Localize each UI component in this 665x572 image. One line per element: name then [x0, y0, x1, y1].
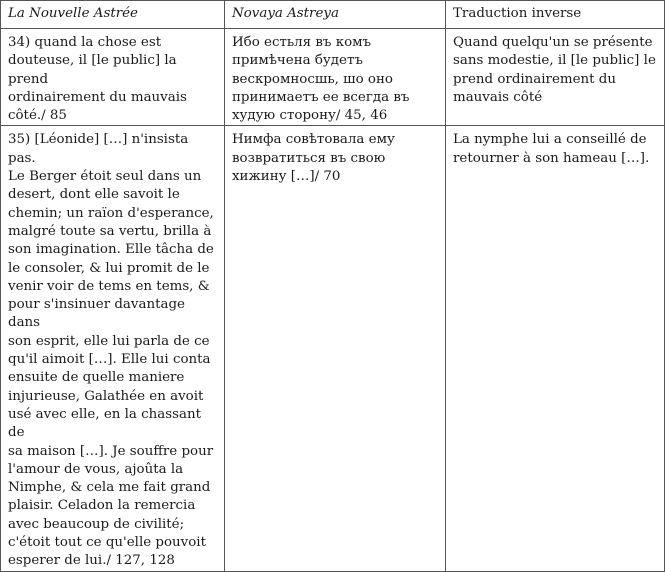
- cell-text: 35) [Léonide] […] n'insista pas. Le Berger étoit seul dans un desert, dont elle savoit le chemin; un raïon d'esperance, malgré toute sa vertu, brilla à son imagination. Elle tâcha de le consoler, & lui promit de le venir voir de tems en tems, & pour s'insinuer davantage dans son esprit, elle lui parla de ce qu'il aimoit […]. Elle lui conta ensuite de quelle maniere injurieuse, Galathée en avoit usé avec elle, en la chassant de sa maison […]. Je souffre pour l'amour de vous, ajoûta la Nimphe, & cela me fait grand plaisir. Celadon la remercia avec beaucoup de civilité; c'étoit tout ce qu'elle pouvoit esperer de lui./ 127, 128: [8, 132, 214, 569]
- header-row: [1, 1, 665, 29]
- cell-russian: [225, 29, 446, 126]
- cell-text: Нимфа совѣтовала ему возвратиться въ свою хижину […]/ 70: [232, 132, 395, 185]
- cell-inverse: [446, 29, 665, 126]
- cell-french: [1, 126, 225, 571]
- header-russian: Novaya Astreya: [225, 1, 446, 29]
- cell-text: La nymphe lui a conseillé de retourner à son hameau […].: [453, 132, 650, 166]
- cell-french: [1, 29, 225, 126]
- table-row: [1, 29, 665, 126]
- cell-text: 34) quand la chose est douteuse, il [le public] la prend ordinairement du mauvais côté./ 85: [8, 35, 187, 124]
- cell-text: Quand quelqu'un se présente sans modestie, il [le public] le prend ordinairement du mauvais côté: [453, 35, 656, 105]
- header-french: La Nouvelle Astrée: [1, 1, 225, 29]
- table-row: [1, 126, 665, 571]
- cell-russian: [225, 126, 446, 571]
- header-inverse: Traduction inverse: [446, 1, 665, 29]
- cell-text: Ибо естьля въ комъ примѣчена будетъ вескромносшь, шо оно принимаетъ ее всегда въ худую сторону/ 45, 46: [232, 35, 410, 124]
- cell-inverse: [446, 126, 665, 571]
